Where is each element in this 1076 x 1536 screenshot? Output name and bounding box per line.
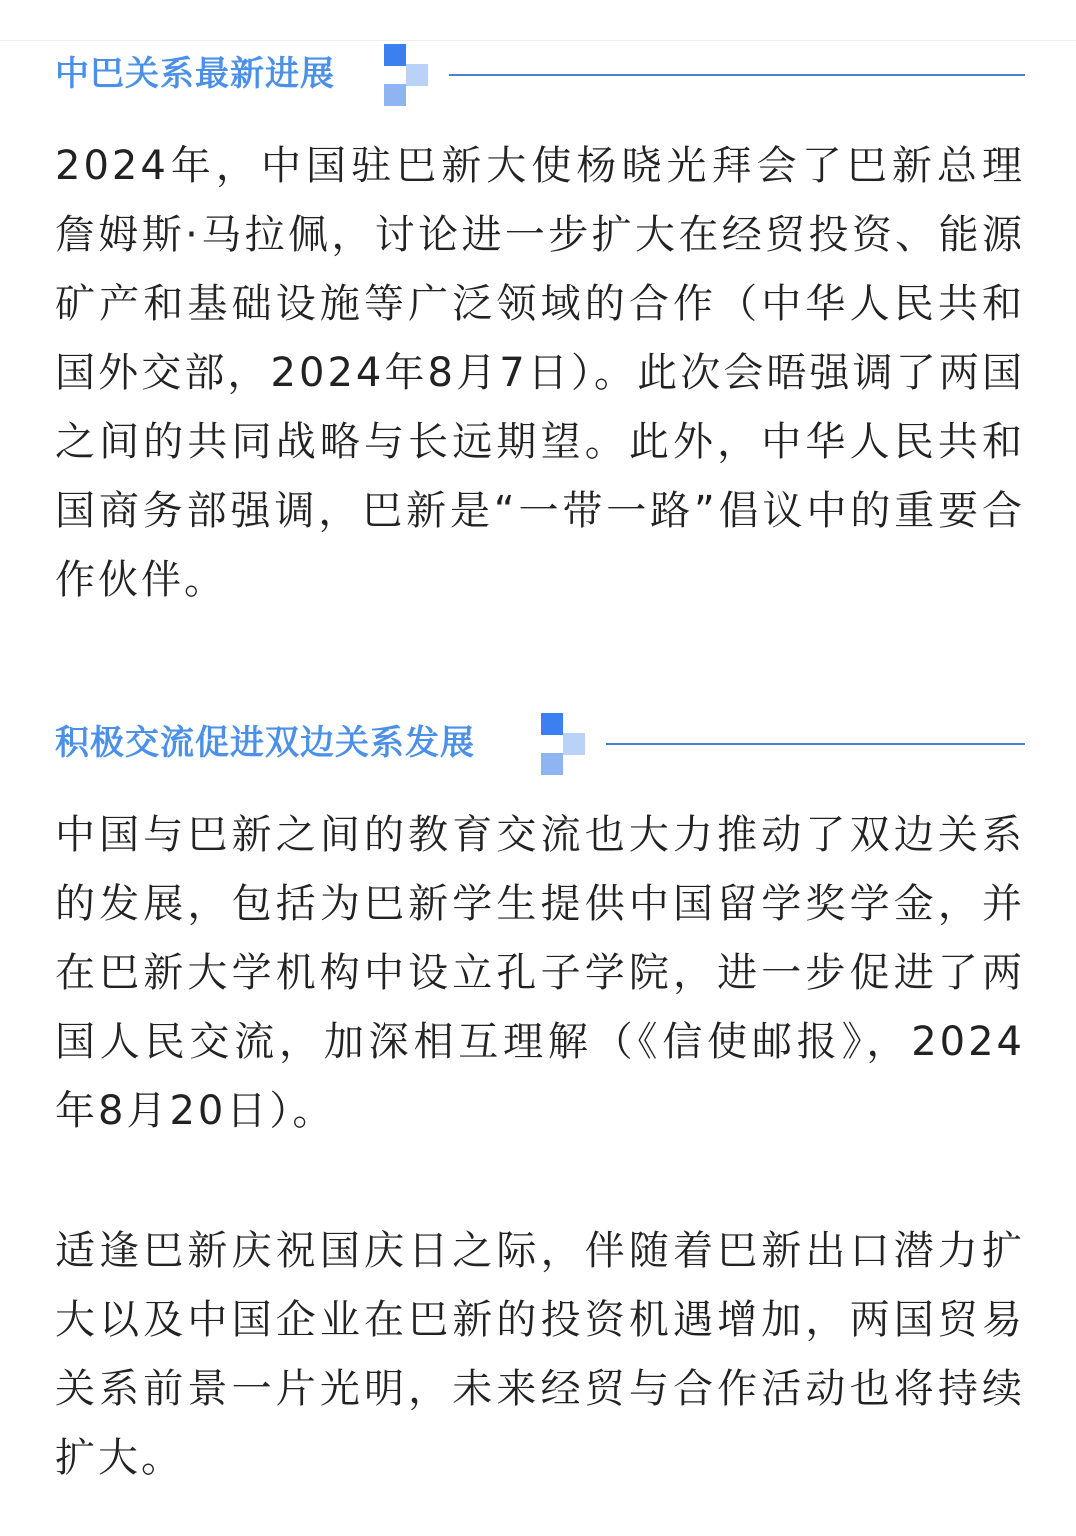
section-title: 中巴关系最新进展 [55, 54, 335, 94]
top-divider [0, 40, 1076, 41]
body-paragraph: 适逢巴新庆祝国庆日之际，伴随着巴新出口潜力扩大以及中国企业在巴新的投资机遇增加，两国贸易关系前景一片光明，未来经贸与合作活动也将持续扩大。 [55, 1228, 1025, 1481]
section-header [55, 44, 1025, 110]
body-paragraph: 中国与巴新之间的教育交流也大力推动了双边关系的发展，包括为巴新学生提供中国留学奖学金，并在巴新大学机构中设立孔子学院，进一步促进了两国人民交流，加深相互理解（《信使邮报》，2024年8月20日）。 [55, 812, 1025, 1134]
heading-decoration-icon [384, 44, 430, 106]
section-divider-line [606, 743, 1025, 745]
body-paragraph: 2024年，中国驻巴新大使杨晓光拜会了巴新总理詹姆斯·马拉佩，讨论进一步扩大在经贸投资、能源矿产和基础设施等广泛领域的合作（中华人民共和国外交部，2024年8月7日）。此次会晤强调了两国之间的共同战略与长远期望。此外，中华人民共和国商务部强调，巴新是“一带一路”倡议中的重要合作伙伴。 [55, 143, 1025, 603]
heading-decoration-icon [541, 713, 587, 775]
section-divider-line [449, 74, 1025, 76]
section-header [55, 713, 1025, 779]
section-title: 积极交流促进双边关系发展 [55, 723, 475, 763]
